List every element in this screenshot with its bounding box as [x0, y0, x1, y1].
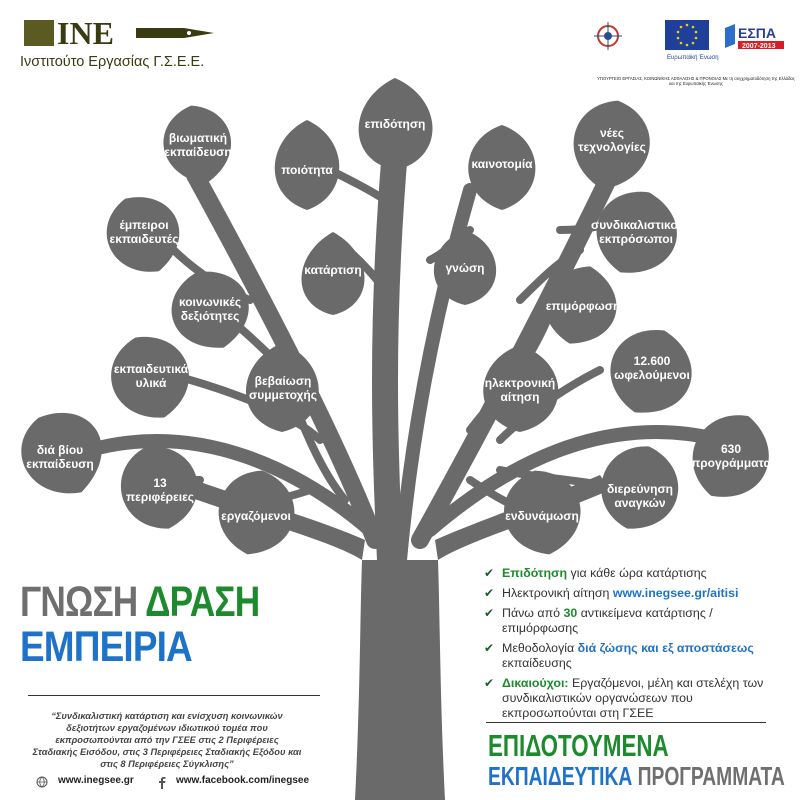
leaf-label-line: συμμετοχής	[249, 388, 317, 402]
benefit-item	[484, 566, 784, 581]
benefit-item	[484, 586, 784, 601]
checkmark-icon: ✔	[484, 606, 495, 620]
slogan-word-knowledge: ΓΝΩΣΗ	[20, 578, 138, 626]
eu-label: Ευρωπαϊκή Ένωση	[667, 55, 719, 61]
leaf-label-knowledge	[445, 261, 484, 275]
leaf-label-materials	[114, 362, 188, 390]
leaf-label-needs	[607, 482, 673, 510]
slogan-word-experience: ΕΜΠΕΙΡΙΑ	[20, 623, 192, 671]
program-quote: “Συνδικαλιστική κατάρτιση και ενίσχυση κοινωνικών δεξιοτήτων εργαζομένων ιδιωτικού τομέα που εκπροσωπούνται από την ΓΣΕΕ στις 2 Περιφέρειες Σταδιακής Εισόδου, στις 3 Περιφέρειες Σταδιακής Εξόδου και στις 8 Περιφέρειες Σύγκλισης”	[32, 711, 302, 769]
leaf-label-training	[304, 263, 361, 277]
benefit-text: 30	[563, 606, 578, 620]
leaf-label-line: ποιότητα	[281, 163, 333, 177]
leaf-label-line: βιωματική	[168, 131, 228, 145]
benefit-text: Επιδότηση	[502, 566, 568, 580]
checkmark-icon: ✔	[484, 676, 495, 690]
benefit-text: εκπαίδευσης	[502, 656, 572, 670]
leaf-label-line: κοινωνικές	[178, 295, 242, 309]
leaf-label-line: κατάρτιση	[304, 263, 362, 277]
leaf-label-line: εκπαίδευση	[164, 145, 232, 159]
leaf-label-line: αίτηση	[500, 390, 540, 404]
quote-divider	[28, 695, 320, 696]
leaf-label-further-training	[546, 299, 621, 313]
title-programmes: ΠΡΟΓΡΑΜΜΑΤΑ	[637, 761, 785, 791]
leaf-label-line: νέες	[599, 126, 625, 140]
benefits-list	[484, 566, 784, 726]
leaf-label-grant	[365, 117, 426, 131]
slogan-line-1	[20, 580, 259, 624]
benefit-text: Μεθοδολογία	[502, 641, 578, 655]
leaf-label-line: δεξιότητες	[180, 309, 240, 323]
logo-subtitle: Ινστιτούτο Εργασίας Γ.Σ.Ε.Ε.	[20, 54, 205, 70]
leaf-label-line: 630	[720, 442, 742, 456]
facebook-link[interactable]: www.facebook.com/inegsee	[176, 775, 310, 786]
benefit-text: διά ζώσης και εξ αποστάσεως	[577, 641, 754, 655]
leaf-label-certificate	[249, 374, 317, 402]
leaf-label-line: εκπαίδευση	[26, 457, 94, 471]
benefit-text: Εργαζόμενοι, μέλη και στελέχη των συνδικαλιστικών οργανώσεων που εκπροσωπούνται στη ΓΣΕΕ	[502, 676, 764, 720]
benefit-text: Δικαιούχοι:	[502, 676, 569, 690]
leaf-label-line: συνδικαλιστικοί	[590, 218, 682, 232]
logo-text: INE	[57, 16, 114, 50]
leaf-label-e-application	[485, 376, 556, 404]
checkmark-icon: ✔	[484, 641, 495, 655]
partner-caption: ΥΠΟΥΡΓΕΙΟ ΕΡΓΑΣΙΑΣ, ΚΟΙΝΩΝΙΚΗΣ ΑΣΦΑΛΙΣΗΣ & ΠΡΟΝΟΙΑΣ Με τη συγχρηματοδότηση της Ελλάδας και της Ευρωπαϊκής Ένωσης	[597, 76, 795, 87]
leaf-label-line: 12.600	[633, 354, 671, 368]
leaf-label-regions	[126, 476, 194, 504]
espa-years: 2007-2013	[742, 43, 776, 50]
leaf-label-line: περιφέρειες	[125, 490, 195, 504]
leaf-label-innovation	[471, 157, 532, 171]
title-divider	[486, 722, 766, 723]
leaf-label-line: εκπαιδευτές	[109, 232, 179, 246]
facebook-icon	[156, 775, 168, 789]
tree-trunk	[355, 560, 445, 800]
leaf-label-social-skills	[179, 295, 241, 323]
globe-icon	[36, 776, 48, 788]
leaf-label-lifelong	[26, 443, 93, 471]
leaf-label-line: προγράμματα	[691, 456, 771, 470]
checkmark-icon: ✔	[484, 566, 495, 580]
slogan-word-action: ΔΡΑΣΗ	[145, 578, 260, 626]
benefit-text: αντικείμενα κατάρτισης / επιμόρφωσης	[502, 606, 713, 635]
title-educational: ΕΚΠΑΙΔΕΥΤΙΚΑ	[488, 761, 633, 791]
leaf-label-programs	[691, 442, 771, 470]
leaf-label-quality	[281, 163, 333, 177]
leaf-label-line: τεχνολογίες	[578, 140, 646, 154]
leaf-label-line: επιμόρφωση	[545, 299, 621, 313]
leaf-label-line: εκπρόσωποι	[599, 232, 673, 246]
benefit-item	[484, 606, 784, 636]
footer-links	[36, 775, 336, 791]
benefit-text: Πάνω από	[502, 606, 564, 620]
leaf-label-line: εργαζόμενοι	[221, 509, 291, 523]
benefit-text: Ηλεκτρονική αίτηση	[502, 586, 613, 600]
leaf-label-line: αναγκών	[614, 496, 666, 510]
leaf-label-line: ενδυνάμωση	[505, 509, 579, 523]
leaf-label-beneficiaries	[614, 354, 690, 382]
leaf-label-line: έμπειροι	[119, 218, 169, 232]
title-programs	[488, 762, 785, 790]
leaf-label-line: διά βίου	[36, 443, 84, 457]
leaf-label-line: 13	[153, 476, 167, 490]
leaf-label-line: καινοτομία	[471, 157, 533, 171]
leaf-label-new-tech	[578, 126, 646, 154]
leaf-label-empowerment	[505, 509, 579, 523]
leaf-label-line: υλικά	[135, 376, 167, 390]
leaf-label-line: επιδότηση	[364, 117, 426, 131]
benefit-item	[484, 641, 784, 671]
leaf-label-line: γνώση	[445, 261, 485, 275]
leaf-label-union-reps	[591, 218, 681, 246]
leaf-label-line: βεβαίωση	[254, 374, 312, 388]
benefit-text: για κάθε ώρα κατάρτισης	[567, 566, 707, 580]
title-subsidized: ΕΠΙΔΟΤΟΥΜΕΝΑ	[488, 728, 669, 763]
benefit-text[interactable]: www.inegsee.gr/aitisi	[612, 586, 739, 600]
benefit-item	[484, 676, 784, 721]
leaf-label-employees	[221, 509, 291, 523]
website-link[interactable]: www.inegsee.gr	[58, 775, 134, 786]
leaf-label-line: εκπαιδευτικά	[113, 362, 189, 376]
checkmark-icon: ✔	[484, 586, 495, 600]
leaf-label-line: διερεύνηση	[607, 482, 673, 496]
leaf-label-line: ωφελούμενοι	[614, 368, 690, 382]
leaf-label-line: ηλεκτρονική	[484, 376, 556, 390]
leaf-label-trainers	[110, 218, 179, 246]
leaf-label-vivid-education	[164, 131, 231, 159]
espa-label: ΕΣΠΑ	[738, 25, 776, 41]
